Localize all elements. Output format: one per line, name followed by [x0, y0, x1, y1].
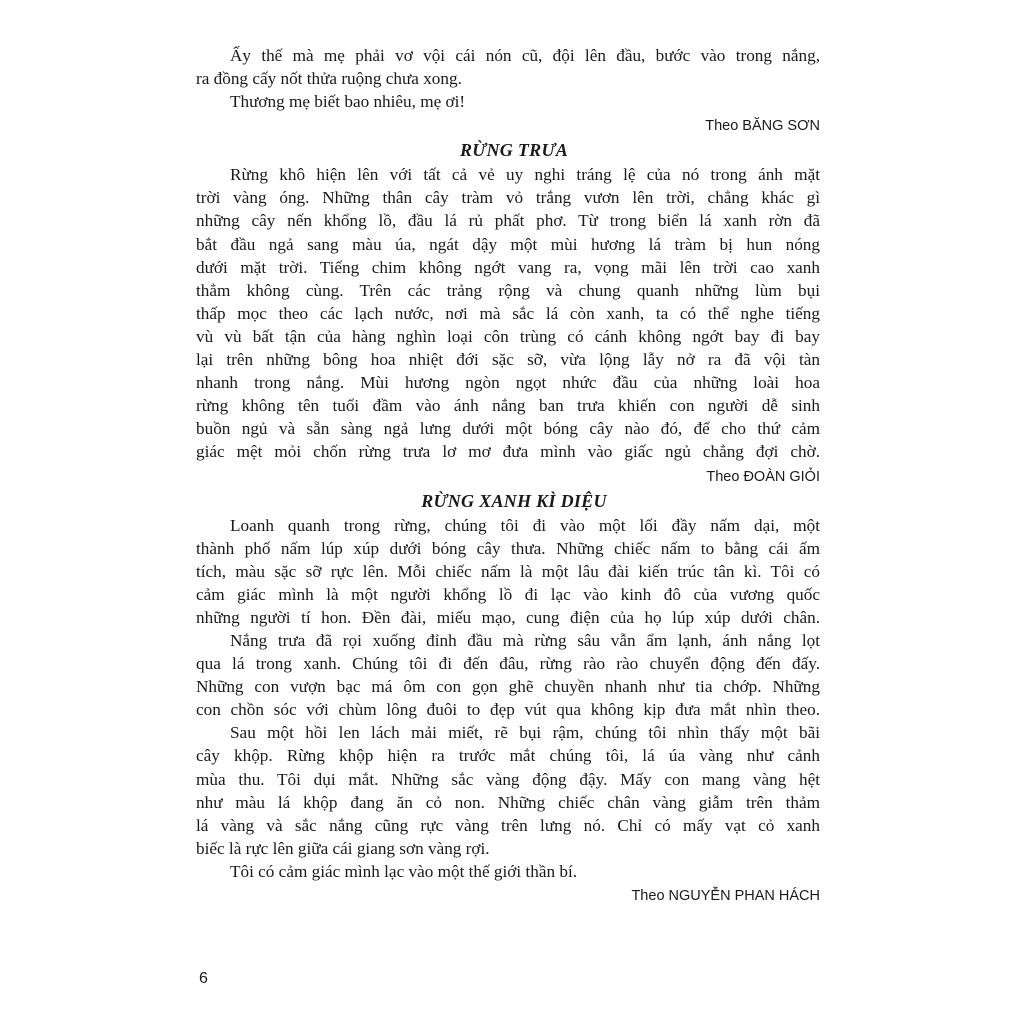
text-line: biếc là rực lên giữa cái giang sơn vàng rợi. — [196, 838, 490, 858]
text-line: như màu lá khộp đang ăn cỏ non. Những chiếc chân vàng giẫm trên thảm — [196, 792, 820, 812]
text-line: thẳm không cùng. Trên các trảng rộng và chung quanh những lùm bụi — [196, 280, 820, 300]
text-line: Nắng trưa đã rọi xuống đỉnh đầu mà rừng sâu vẫn ẩm lạnh, ánh nắng lọt — [230, 630, 820, 650]
section-rung-trua — [196, 137, 820, 487]
section-title: RỪNG TRƯA — [459, 140, 569, 161]
page-number: 6 — [199, 970, 208, 987]
text-line: Ấy thế mà mẹ phải vơ vội cái nón cũ, đội lên đầu, bước vào trong nắng, — [230, 46, 820, 65]
document-page — [196, 44, 820, 907]
text-line: Những con vượn bạc má ôm con gọn ghẽ chuyền nhanh như tia chớp. Những — [196, 677, 820, 697]
text-line: những cây nến khổng lồ, đầu lá rủ phất phơ. Từ trong biển lá xanh rờn đã — [196, 211, 820, 231]
text-line: rừng không tên tuổi đầm vào ánh nắng ban trưa khiến con người dễ sinh — [196, 396, 820, 416]
text-line: lại trên những bông hoa nhiệt đới sặc sỡ, vừa lộng lẫy nở ra đã vội tàn — [196, 350, 820, 370]
text-line: cây khộp. Rừng khộp hiện ra trước mắt chúng tôi, lá úa vàng như cảnh — [196, 746, 820, 766]
text-line: Rừng khô hiện lên với tất cả vẻ uy nghi tráng lệ của nó trong ánh mặt — [230, 165, 820, 185]
text-line: bắt đầu ngả sang màu úa, ngát dậy một mùi hương lá tràm bị hun nóng — [196, 234, 820, 254]
text-line: Loanh quanh trong rừng, chúng tôi đi vào một lối đầy nấm dại, một — [230, 515, 820, 535]
section1-author: Theo ĐOÀN GIỎI — [706, 468, 820, 485]
text-line: Sau một hồi len lách mải miết, rẽ bụi rậm, chúng tôi nhìn thấy một bãi — [230, 723, 820, 743]
intro-author: Theo BĂNG SƠN — [705, 118, 820, 135]
text-line: giác mệt mỏi chốn rừng trưa lơ mơ đưa mình vào giấc ngủ chẳng đợi chờ. — [196, 442, 820, 462]
text-line: ra đồng cấy nốt thửa ruộng chưa xong. — [196, 69, 462, 89]
text-line: Tôi có cảm giác mình lạc vào một thế giới thần bí. — [230, 861, 578, 881]
text-line: dưới mặt trời. Tiếng chim không ngớt vang ra, vọng mãi lên trời cao xanh — [196, 257, 820, 277]
text-line: cảm giác mình là một người khổng lồ đi lạc vào kinh đô của vương quốc — [196, 584, 820, 604]
text-line: qua lá trong xanh. Chúng tôi đi đến đâu, rừng rào rào chuyển động đến đấy. — [196, 654, 820, 674]
text-line: nhanh trong nắng. Mùi hương ngòn ngọt nhức đầu của những loài hoa — [196, 373, 820, 393]
text-line: vù vù bất tận của hàng nghìn loại côn trùng có cánh không ngớt bay đi bay — [196, 326, 820, 346]
text-line: những người tí hon. Đền đài, miếu mạo, cung điện của họ lúp xúp dưới chân. — [196, 607, 820, 627]
text-line: thành phố nấm lúp xúp dưới bóng cây thưa. Những chiếc nấm to bằng cái ấm — [196, 538, 820, 558]
section-title: RỪNG XANH KÌ DIỆU — [421, 490, 607, 511]
intro-excerpt — [196, 44, 820, 137]
text-line: buồn ngủ và sẵn sàng ngả lưng dưới một bóng cây nào đó, để cho thứ cảm — [196, 419, 820, 439]
text-line: trời vàng óng. Những thân cây tràm vỏ trắng vươn lên trời, chẳng khác gì — [196, 188, 820, 208]
section-rung-xanh-ki-dieu — [196, 488, 820, 908]
text-line: thấp mọc theo các lạch nước, nơi mà sắc lá còn xanh, ta có thể nghe tiếng — [196, 303, 820, 323]
text-line: Thương mẹ biết bao nhiêu, mẹ ơi! — [230, 92, 466, 112]
text-line: tích, màu sặc sỡ rực lên. Mỗi chiếc nấm là một lâu đài kiến trúc tân kì. Tôi có — [196, 561, 820, 581]
text-line: mùa thu. Tôi dụi mắt. Những sắc vàng động đậy. Mấy con mang vàng hệt — [196, 769, 820, 789]
text-line: lá vàng và sắc nắng cũng rực vàng trên lưng nó. Chỉ có mấy vạt cỏ xanh — [196, 815, 820, 835]
section2-author: Theo NGUYỄN PHAN HÁCH — [631, 888, 820, 904]
text-line: con chồn sóc với chùm lông đuôi to đẹp vút qua không kịp đưa mắt nhìn theo. — [196, 700, 820, 720]
